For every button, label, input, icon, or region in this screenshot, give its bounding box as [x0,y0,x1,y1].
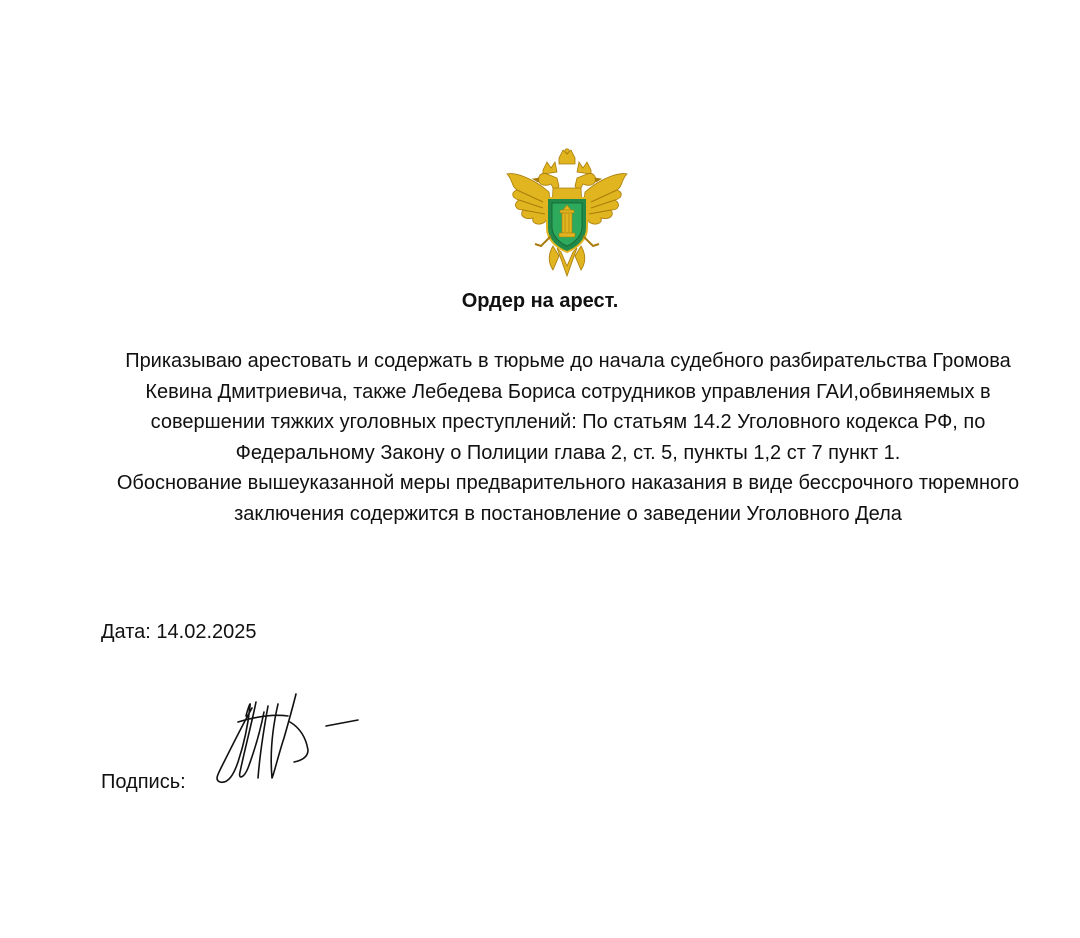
document-title: Ордер на арест. [461,290,619,312]
order-paragraph: Приказываю арестовать и содержать в тюрьме до начала судебного разбирательства Громова Кевина Дмитриевича, также Лебедева Бориса сотрудников управления ГАИ,обвиняемых в совершении тяжких уголовных преступлений: По статьям 14.2 Уголовного кодекса РФ, по Федеральному Закону о Полиции глава 2, ст. 5, пункты 1,2 ст 7 пункт 1. [125,350,1011,464]
handwritten-signature-icon [208,682,368,794]
justification-paragraph: Обоснование вышеуказанной меры предварительного наказания в виде бессрочного тюремного заключения содержится в постановление о заведении Уголовного Дела [116,472,1020,525]
double-headed-eagle-emblem-icon [503,148,631,280]
document-body [90,346,1046,529]
date-line: Дата: 14.02.2025 [101,621,257,643]
signature-label: Подпись: [101,771,186,793]
